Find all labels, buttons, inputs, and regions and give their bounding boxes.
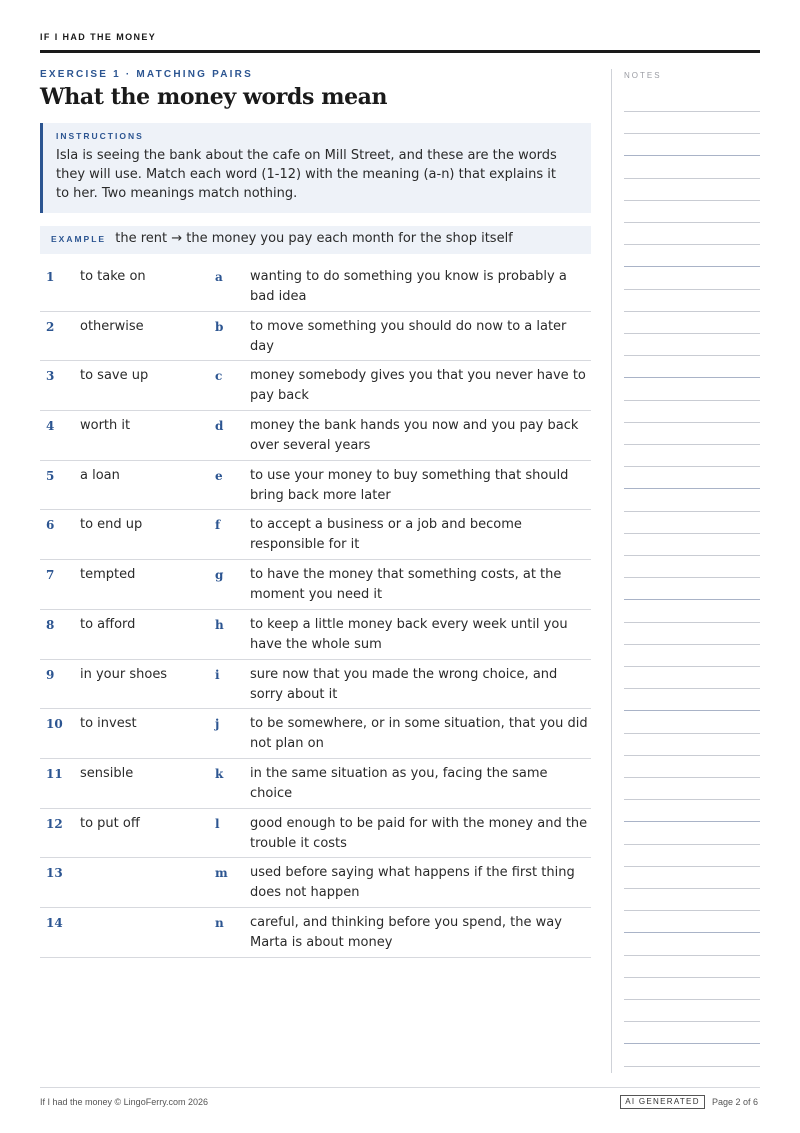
note-line xyxy=(624,400,760,401)
footer-rule xyxy=(40,1087,760,1088)
pair-letter: b xyxy=(215,319,224,334)
footer-copyright: If I had the money © LingoFerry.com 2026 xyxy=(40,1097,209,1107)
note-line xyxy=(624,488,760,489)
running-title: IF I HAD THE MONEY xyxy=(40,32,157,42)
pair-letter: k xyxy=(215,766,224,781)
table-row xyxy=(40,759,591,809)
note-line xyxy=(624,910,760,911)
pair-word: otherwise xyxy=(80,318,144,334)
pair-number: 12 xyxy=(46,816,63,831)
pair-number: 13 xyxy=(46,866,63,881)
example-box xyxy=(40,226,591,254)
note-line xyxy=(624,1066,760,1067)
notes-divider xyxy=(611,69,612,1073)
exercise-label: EXERCISE 1 · MATCHING PAIRS xyxy=(40,69,253,80)
pair-number: 5 xyxy=(46,468,55,483)
note-line xyxy=(624,422,760,423)
note-line xyxy=(624,599,760,600)
pair-number: 11 xyxy=(46,766,63,781)
pair-letter: e xyxy=(215,468,223,483)
pair-letter: d xyxy=(215,419,224,434)
note-line xyxy=(624,866,760,867)
note-line xyxy=(624,377,760,378)
pair-meaning: wanting to do something you know is probably a bad idea xyxy=(250,269,567,304)
pair-number: 4 xyxy=(46,419,55,434)
note-line xyxy=(624,533,760,534)
note-line xyxy=(624,799,760,800)
pair-meaning: to accept a business or a job and become responsible for it xyxy=(250,517,522,553)
pair-number: 10 xyxy=(46,717,63,732)
table-row xyxy=(40,461,591,511)
pair-word: in your shoes xyxy=(80,666,168,682)
pair-letter: g xyxy=(215,568,224,583)
pair-number: 6 xyxy=(46,518,55,533)
note-line xyxy=(624,755,760,756)
table-row xyxy=(40,908,591,958)
example-label: EXAMPLE xyxy=(51,234,107,244)
pair-number: 9 xyxy=(46,667,55,682)
table-row xyxy=(40,610,591,660)
pair-word: a loan xyxy=(80,467,120,483)
table-row xyxy=(40,312,591,362)
table-row xyxy=(40,361,591,411)
pair-meaning: careful, and thinking before you spend, the way Marta is about money xyxy=(250,914,562,950)
page-number: Page 2 of 6 xyxy=(712,1097,759,1107)
pair-letter: m xyxy=(215,866,228,881)
pair-word: to put off xyxy=(80,815,140,831)
example-text: the rent → the money you pay each month for the shop itself xyxy=(115,231,513,246)
instructions-text: Isla is seeing the bank about the cafe on Mill Street, and these are the words they will use. Match each word (1-12) with the meaning (a-n) that explains it to her. Two meanings match nothing. xyxy=(56,148,557,201)
pair-meaning: to move something you should do now to a later day xyxy=(250,318,567,354)
note-line xyxy=(624,178,760,179)
pair-meaning: used before saying what happens if the first thing does not happen xyxy=(250,865,575,901)
note-line xyxy=(624,289,760,290)
note-line xyxy=(624,577,760,578)
note-line xyxy=(624,133,760,134)
pair-number: 7 xyxy=(46,568,55,583)
table-row xyxy=(40,560,591,610)
instructions-box xyxy=(40,123,591,213)
note-line xyxy=(624,710,760,711)
table-row xyxy=(40,709,591,759)
note-line xyxy=(624,111,760,112)
pair-word: to take on xyxy=(80,269,146,284)
pair-word xyxy=(80,913,215,957)
pair-letter: c xyxy=(215,369,223,384)
pair-letter: a xyxy=(215,270,223,284)
note-line xyxy=(624,821,760,822)
pair-letter: n xyxy=(215,915,224,930)
pair-word: worth it xyxy=(80,418,131,434)
page-title: What the money words mean xyxy=(40,84,388,110)
pair-word: to invest xyxy=(80,716,137,732)
note-line xyxy=(624,644,760,645)
note-line xyxy=(624,977,760,978)
pair-word: to save up xyxy=(80,368,149,384)
exercise-panel xyxy=(40,69,591,958)
note-line xyxy=(624,311,760,312)
pair-meaning: in the same situation as you, facing the same choice xyxy=(250,765,548,801)
note-line xyxy=(624,511,760,512)
pair-number: 2 xyxy=(46,319,55,334)
note-line xyxy=(624,622,760,623)
note-line xyxy=(624,955,760,956)
note-line xyxy=(624,688,760,689)
pair-meaning: to keep a little money back every week until you have the whole sum xyxy=(250,616,568,652)
note-line xyxy=(624,555,760,556)
pair-number: 8 xyxy=(46,617,55,632)
note-line xyxy=(624,222,760,223)
note-line xyxy=(624,266,760,267)
pair-word xyxy=(80,863,215,907)
pair-number: 1 xyxy=(46,270,55,284)
pair-letter: j xyxy=(215,717,220,732)
note-line xyxy=(624,777,760,778)
note-line xyxy=(624,200,760,201)
note-line xyxy=(624,888,760,889)
pair-word: sensible xyxy=(80,765,134,781)
note-line xyxy=(624,999,760,1000)
note-line xyxy=(624,444,760,445)
table-row xyxy=(40,809,591,859)
note-line xyxy=(624,733,760,734)
notes-label: NOTES xyxy=(624,71,662,80)
note-line xyxy=(624,932,760,933)
pair-word: tempted xyxy=(80,567,136,583)
note-line xyxy=(624,244,760,245)
note-line xyxy=(624,1021,760,1022)
note-line xyxy=(624,355,760,356)
table-row xyxy=(40,262,591,312)
pair-number: 14 xyxy=(46,915,63,930)
pair-meaning: money somebody gives you that you never have to pay back xyxy=(250,368,586,404)
ai-generated-badge: AI GENERATED xyxy=(620,1095,705,1109)
matching-table xyxy=(40,262,591,958)
pair-word: to end up xyxy=(80,517,143,533)
pair-letter: i xyxy=(215,667,220,682)
note-line xyxy=(624,466,760,467)
table-row xyxy=(40,510,591,560)
note-line xyxy=(624,844,760,845)
pair-letter: l xyxy=(215,816,220,831)
pair-meaning: to be somewhere, or in some situation, that you did not plan on xyxy=(250,716,588,752)
pair-meaning: to have the money that something costs, at the moment you need it xyxy=(250,567,562,603)
table-row xyxy=(40,411,591,461)
pair-letter: h xyxy=(215,617,224,632)
pair-letter: f xyxy=(215,518,221,533)
pair-meaning: good enough to be paid for with the money and the trouble it costs xyxy=(250,815,588,851)
table-row xyxy=(40,660,591,710)
note-line xyxy=(624,1043,760,1044)
table-row xyxy=(40,858,591,908)
pair-number: 3 xyxy=(46,369,55,384)
note-line xyxy=(624,666,760,667)
instructions-label: INSTRUCTIONS xyxy=(56,131,144,141)
pair-word: to afford xyxy=(80,616,136,632)
pair-meaning: sure now that you made the wrong choice, and sorry about it xyxy=(250,666,558,702)
note-line xyxy=(624,333,760,334)
pair-meaning: money the bank hands you now and you pay back over several years xyxy=(250,418,579,454)
header-rule xyxy=(40,50,760,53)
pair-meaning: to use your money to buy something that should bring back more later xyxy=(250,467,569,503)
note-line xyxy=(624,155,760,156)
